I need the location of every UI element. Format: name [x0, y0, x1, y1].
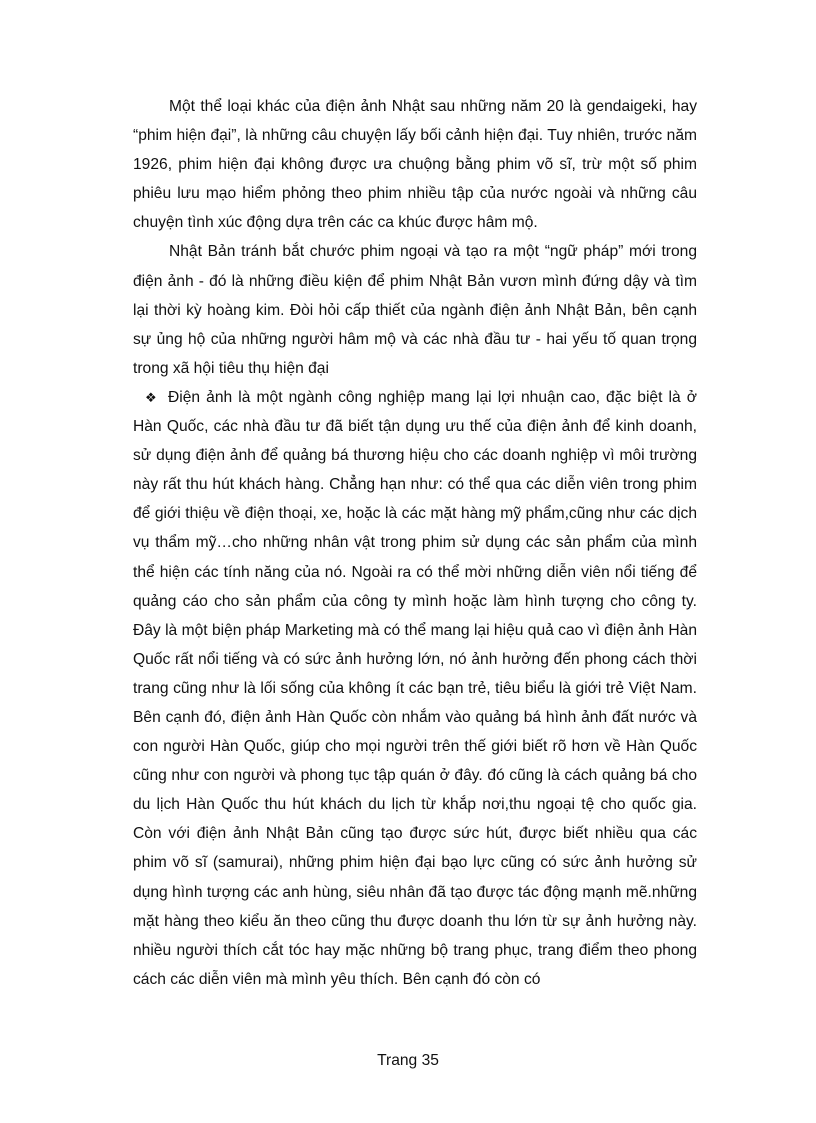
bullet-paragraph: [133, 383, 697, 994]
body-text: [133, 92, 697, 994]
bullet-text: Điện ảnh là một ngành công nghiệp mang lại lợi nhuận cao, đặc biệt là ở Hàn Quốc, các nhà đầu tư đã biết tận dụng ưu thế của điện ảnh để kinh doanh, sử dụng điện ảnh để quảng bá thương hiệu cho các doanh nghiệp vì môi trường này rất thu hút khách hàng. Chẳng hạn như: có thể qua các diễn viên trong phim để giới thiệu về điện thoại, xe, hoặc là các mặt hàng mỹ phẩm,cũng như các dịch vụ thẩm mỹ…cho những nhân vật trong phim sử dụng các sản phẩm của mình thể hiện các tính năng của nó. Ngoài ra có thể mời những diễn viên nổi tiếng để quảng cáo cho sản phẩm của công ty mình hoặc làm hình tượng cho công ty. Đây là một biện pháp Marketing mà có thể mang lại hiệu quả cao vì điện ảnh Hàn Quốc rất nổi tiếng và có sức ảnh hưởng lớn, nó ảnh hưởng đến phong cách thời trang cũng như là lối sống của không ít các bạn trẻ, tiêu biểu là giới trẻ Việt Nam. Bên cạnh đó, điện ảnh Hàn Quốc còn nhắm vào quảng bá hình ảnh đất nước và con người Hàn Quốc, giúp cho mọi người trên thế giới biết rõ hơn về Hàn Quốc cũng như con người và phong tục tập quán ở đây. đó cũng là cách quảng bá cho du lịch Hàn Quốc thu hút khách du lịch từ khắp nơi,thu ngoại tệ cho quốc gia. Còn với điện ảnh Nhật Bản cũng tạo được sức hút, được biết nhiều qua các phim võ sĩ (samurai), những phim hiện đại bạo lực cũng có sức ảnh hưởng sử dụng hình tượng các anh hùng, siêu nhân đã tạo được tác động mạnh mẽ.những mặt hàng theo kiểu ăn theo cũng thu được doanh thu lớn từ sự ảnh hưởng này. nhiều người thích cắt tóc hay mặc những bộ trang phục, trang điểm theo phong cách các diễn viên mà mình yêu thích. Bên cạnh đó còn có: [133, 388, 697, 988]
paragraph-ngu-phap: Nhật Bản tránh bắt chước phim ngoại và tạo ra một “ngữ pháp” mới trong điện ảnh - đó là những điều kiện để phim Nhật Bản vươn mình đứng dậy và tìm lại thời kỳ hoàng kim. Đòi hỏi cấp thiết của ngành điện ảnh Nhật Bản, bên cạnh sự ủng hộ của những người hâm mộ và các nhà đầu tư - hai yếu tố quan trọng trong xã hội tiêu thụ hiện đại: [133, 243, 697, 377]
paragraph-gendaigeki: Một thể loại khác của điện ảnh Nhật sau những năm 20 là gendaigeki, hay “phim hiện đại”, là những câu chuyện lấy bối cảnh hiện đại. Tuy nhiên, trước năm 1926, phim hiện đại không được ưa chuộng bằng phim võ sĩ, trừ một số phim phiêu lưu mạo hiểm phỏng theo phim nhiều tập của nước ngoài và những câu chuyện tình xúc động dựa trên các ca khúc được hâm mộ.: [133, 98, 697, 232]
diamond-bullet-icon: ❖: [145, 389, 157, 405]
page-number: Trang 35: [377, 1052, 439, 1069]
